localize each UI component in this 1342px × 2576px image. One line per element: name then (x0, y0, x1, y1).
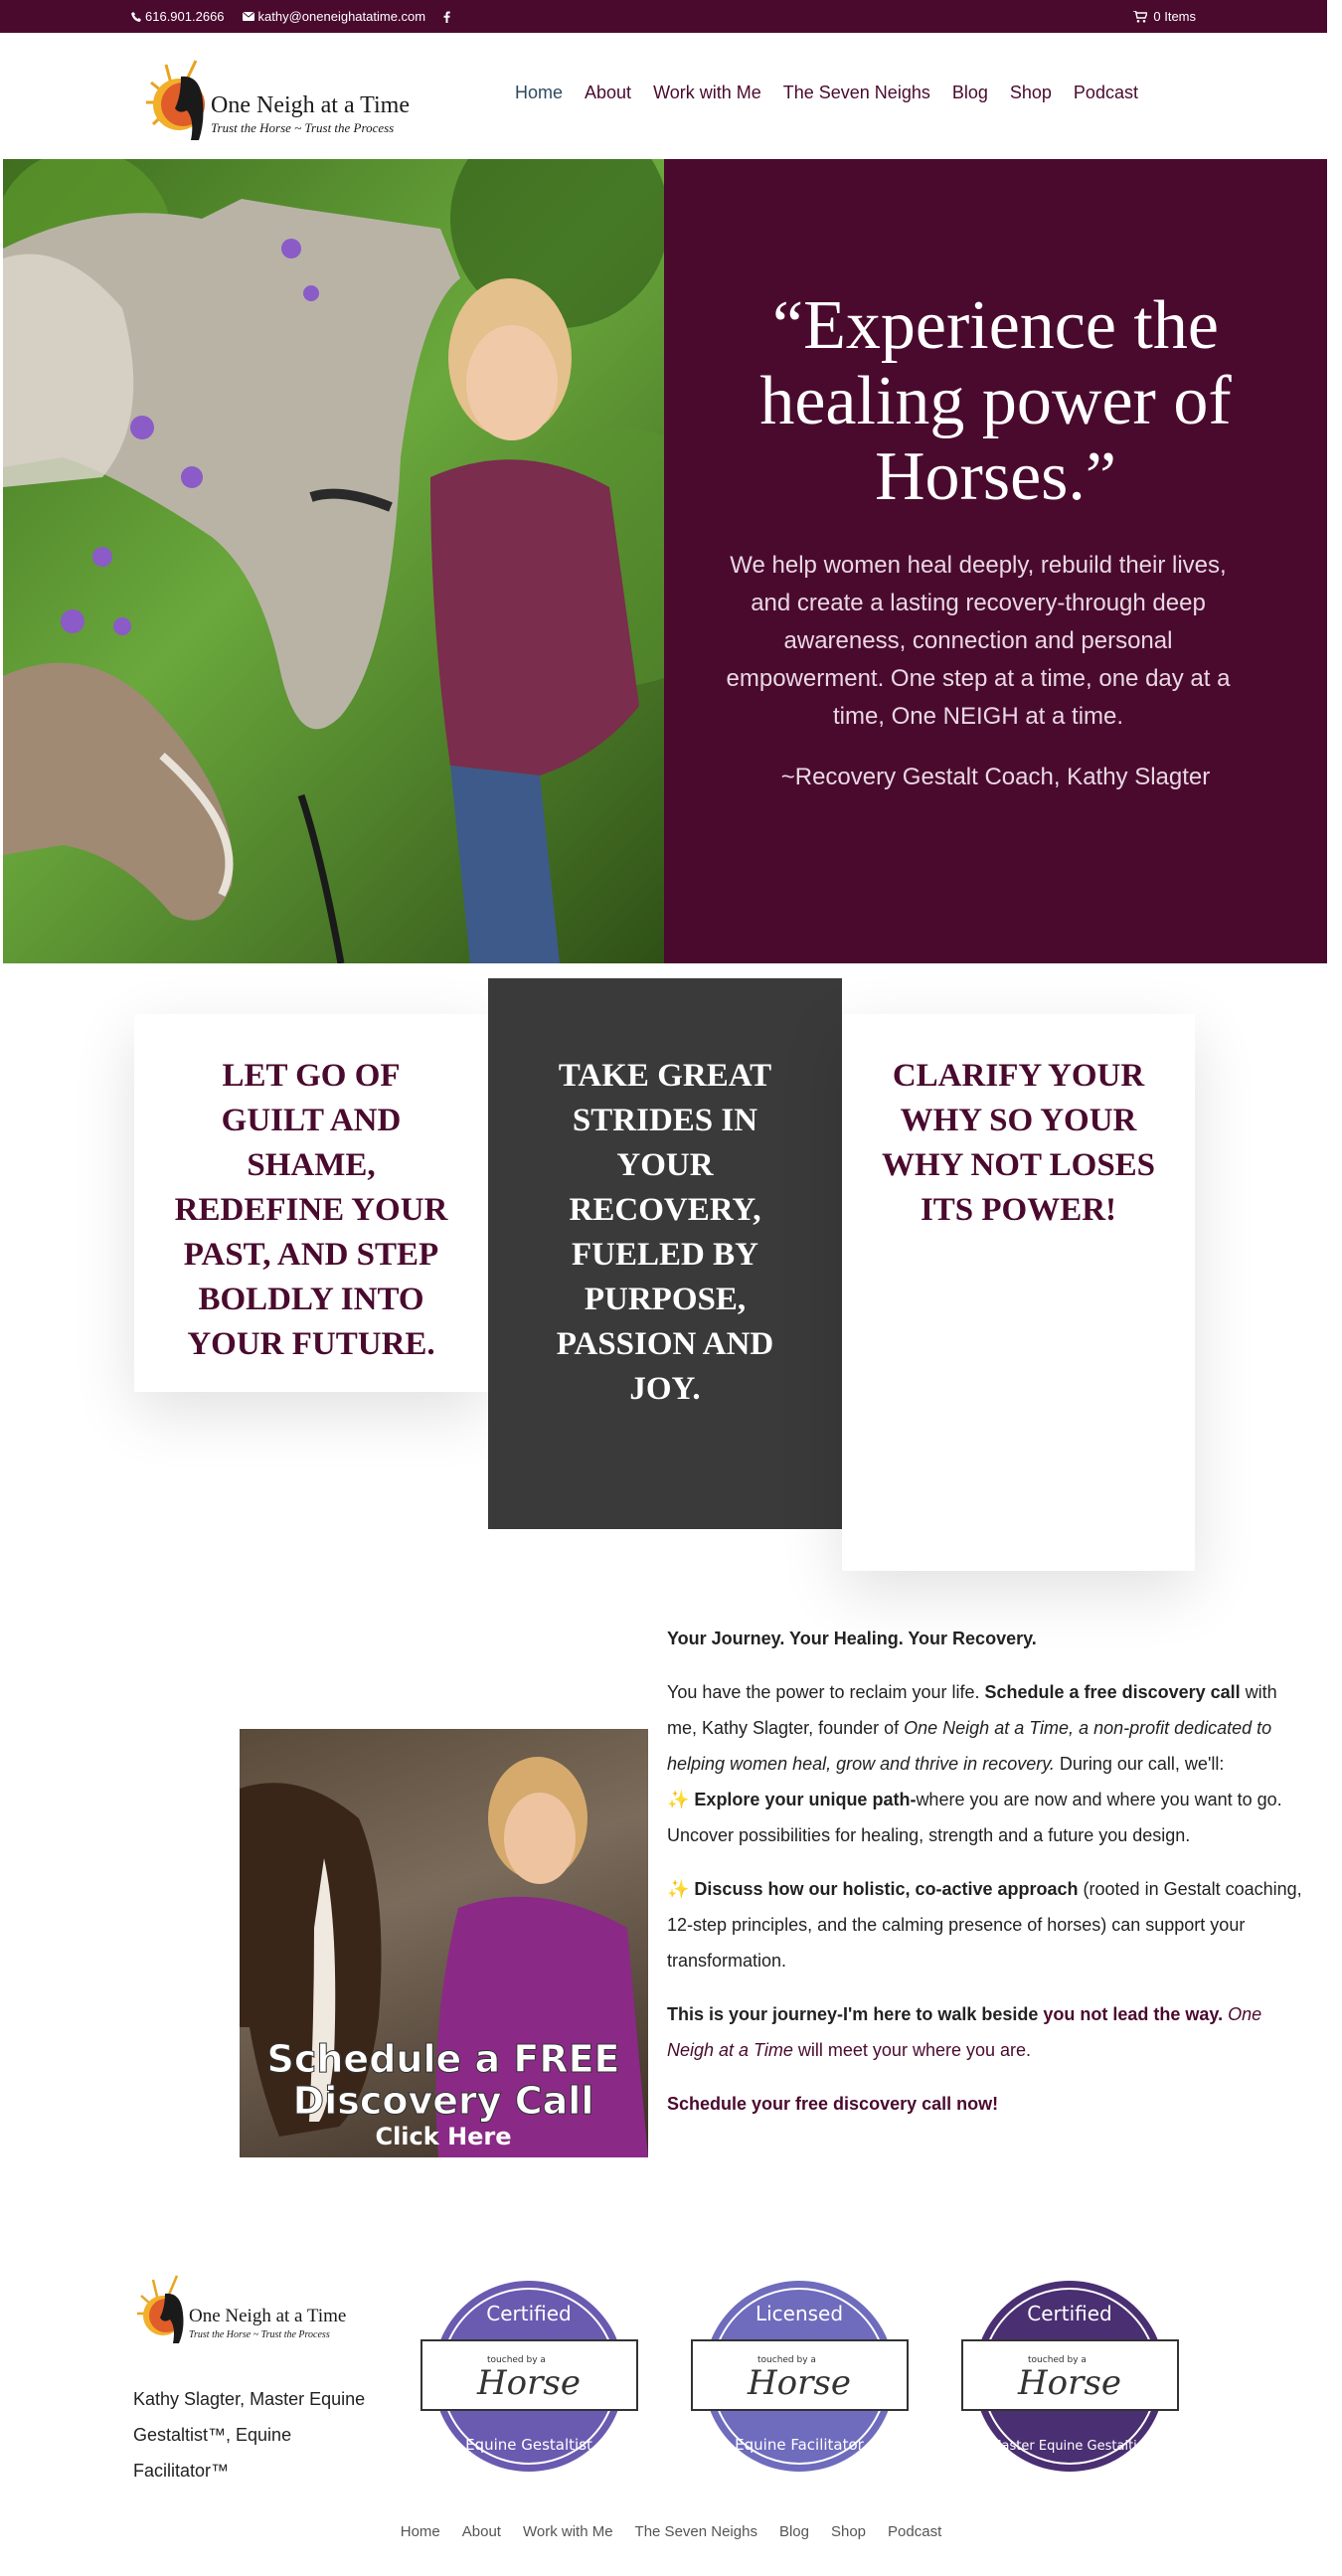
footer-nav-blog[interactable]: Blog (778, 2523, 809, 2540)
p3-org-italic: One Neigh at a Time (667, 2004, 1262, 2060)
badge-3-bottom: Master Equine Gestaltist (990, 2439, 1149, 2454)
footer-logo[interactable] (133, 2272, 372, 2351)
footer-logo-title: One Neigh at a Time (189, 2306, 347, 2326)
discovery-paragraph-3 (667, 1996, 1308, 2068)
banner-line-1: Schedule a FREE (266, 2037, 620, 2081)
footer-nav-about[interactable]: About (461, 2523, 501, 2540)
site-header (0, 33, 1327, 159)
feature-card-guilt: LET GO OF GUILT AND SHAME, REDEFINE YOUR PAST, AND STEP BOLDLY INTO YOUR FUTURE. (134, 1014, 488, 1392)
nav-podcast[interactable]: Podcast (1073, 83, 1138, 102)
badge-licensed-equine-facilitator (688, 2277, 912, 2476)
p1-text-c: with me, Kathy Slagter, founder of (667, 1682, 1277, 1738)
badge-1-small: touched by a (487, 2355, 546, 2365)
email-link[interactable] (243, 9, 426, 24)
nav-seven-neighs[interactable]: The Seven Neighs (782, 83, 930, 102)
p3-journey-bold: This is your journey-I'm here to walk beside (667, 2004, 1044, 2024)
svg-text:Trust the Horse ~ Trust the Pr: Trust the Horse ~ Trust the Process (211, 120, 395, 135)
hero-quote: “Experience the healing power of Horses.” (759, 287, 1232, 515)
svg-text:One Neigh at a Time: One Neigh at a Time (211, 92, 410, 118)
p1-italic-org: One Neigh at a Time, a non-profit dedicated to helping women heal, grow and thrive in recovery. (667, 1718, 1272, 1774)
badge-2-small: touched by a (757, 2355, 816, 2365)
feature-card-strides: TAKE GREAT STRIDES IN YOUR RECOVERY, FUELED BY PURPOSE, PASSION AND JOY. (488, 978, 842, 1529)
badge-1-horse: Horse (477, 2363, 581, 2403)
footer-nav-podcast[interactable]: Podcast (888, 2523, 942, 2540)
discovery-section (667, 1621, 1308, 2140)
p2-discuss-text: (rooted in Gestalt coaching, 12-step principles, and the calming presence of horses) can support your transformation. (667, 1879, 1302, 1971)
discovery-cta-link[interactable]: Schedule your free discovery call now! (667, 2094, 999, 2114)
nav-work-with-me[interactable]: Work with Me (653, 83, 761, 102)
hero-signature: ~Recovery Gestalt Coach, Kathy Slagter (780, 764, 1211, 790)
nav-about[interactable]: About (585, 83, 632, 102)
badge-3-small: touched by a (1028, 2355, 1087, 2365)
p1-schedule-bold: Schedule a free discovery call (984, 1682, 1241, 1702)
cart-count: 0 Items (1153, 9, 1196, 24)
badge-3-horse: Horse (1018, 2363, 1121, 2403)
hero-description: We help women heal deeply, rebuild their lives, and create a lasting recovery-through deep awareness, connection and personal empowerment. One step at a time, one day at a time, One NEIGH at a time. (726, 552, 1231, 730)
p2-discuss-bold: Discuss how our holistic, co-active approach (689, 1879, 1079, 1899)
banner-line-2: Discovery Call (292, 2079, 594, 2123)
facebook-link[interactable] (443, 11, 450, 23)
cart-icon (1133, 11, 1147, 23)
badge-2-bottom: Equine Facilitator (735, 2436, 864, 2454)
phone-link[interactable] (131, 9, 225, 24)
footer-nav-shop[interactable]: Shop (830, 2523, 867, 2540)
feature-card-why: CLARIFY YOUR WHY SO YOUR WHY NOT LOSES ITS POWER! (842, 1014, 1195, 1571)
banner-line-3: Click Here (375, 2123, 512, 2150)
nav-shop[interactable]: Shop (1009, 83, 1052, 102)
site-logo[interactable] (141, 53, 434, 152)
footer-logo-tagline: Trust the Horse ~ Trust the Process (189, 2329, 330, 2340)
email-address: kathy@oneneighatatime.com (257, 9, 426, 24)
p1-text-a: You have the power to reclaim your life. (667, 1682, 985, 1702)
p3-lead-bold: you not lead the way. (1043, 2004, 1229, 2024)
nav-blog[interactable]: Blog (951, 83, 988, 102)
hero-photo (3, 159, 664, 963)
badge-certified-master-equine-gestaltist (958, 2277, 1182, 2476)
footer-nav-work-with-me[interactable]: Work with Me (522, 2523, 613, 2540)
nav-home[interactable]: Home (515, 83, 564, 102)
footer-description: Kathy Slagter, Master Equine Gestaltist™, Equine Facilitator™ (133, 2389, 366, 2481)
phone-number: 616.901.2666 (145, 9, 225, 24)
facebook-icon (443, 11, 450, 23)
badge-3-top: Certified (1027, 2302, 1112, 2325)
hero-panel (664, 159, 1327, 963)
p1-text-e: During our call, we'll: (1054, 1754, 1225, 1774)
phone-icon (131, 12, 141, 22)
top-bar (0, 0, 1327, 33)
main-nav (515, 83, 1138, 103)
sparkles-icon: ✨ (667, 1790, 690, 1809)
footer-nav-home[interactable]: Home (400, 2523, 440, 2540)
discovery-paragraph-2 (667, 1871, 1308, 1978)
badge-1-top: Certified (486, 2302, 572, 2325)
footer-nav-seven-neighs[interactable]: The Seven Neighs (634, 2523, 757, 2540)
logo-graphic (141, 53, 434, 152)
discovery-paragraph-1 (667, 1674, 1308, 1853)
discovery-call-banner[interactable] (240, 1729, 648, 2157)
p3-text-d: will meet your where you are. (792, 2040, 1032, 2060)
envelope-icon (243, 12, 254, 21)
badge-2-horse: Horse (748, 2363, 851, 2403)
cart-link[interactable] (1133, 9, 1196, 24)
p1-explore-bold: Explore your unique path- (689, 1790, 917, 1809)
p1-explore-text: where you are now and where you want to go. Uncover possibilities for healing, strength and a future you design. (667, 1790, 1282, 1845)
badge-certified-equine-gestaltist (418, 2277, 641, 2476)
badge-1-bottom: Equine Gestaltist (465, 2436, 592, 2454)
top-bar-contact (131, 9, 450, 24)
footer-nav (0, 2523, 1342, 2540)
sparkles-icon: ✨ (667, 1879, 690, 1899)
discovery-heading: Your Journey. Your Healing. Your Recovery. (667, 1629, 1037, 1648)
badge-2-top: Licensed (755, 2302, 844, 2325)
